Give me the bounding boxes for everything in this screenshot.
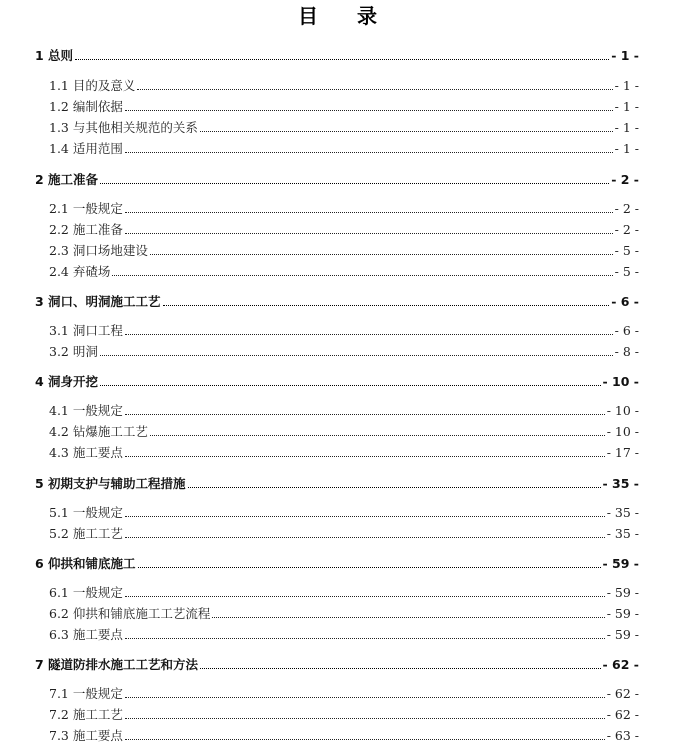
toc-page-number: - 1 -: [611, 48, 639, 63]
toc-dot-leader: [200, 667, 600, 669]
toc-section-entry[interactable]: [49, 503, 639, 521]
toc-dot-leader: [125, 717, 605, 719]
toc-entry-title: 1.3 与其他相关规范的关系: [49, 120, 198, 135]
toc-page-number: - 2 -: [614, 201, 639, 216]
toc-dot-leader: [125, 696, 605, 698]
toc-dot-leader: [112, 274, 612, 276]
toc-dot-leader: [188, 486, 601, 488]
toc-entry-title: 5 初期支护与辅助工程措施: [35, 476, 186, 491]
toc-dot-leader: [100, 354, 613, 356]
toc-entry-title: 7.3 施工要点: [49, 728, 123, 743]
toc-page-number: - 35 -: [602, 476, 639, 491]
toc-page-number: - 10 -: [602, 374, 639, 389]
toc-section-entry[interactable]: [49, 199, 639, 217]
toc-entry-title: 2.3 洞口场地建设: [49, 243, 148, 258]
toc-entry-title: 3.1 洞口工程: [49, 323, 123, 338]
toc-section-entry[interactable]: [49, 705, 639, 723]
toc-entry-title: 6 仰拱和铺底施工: [35, 556, 136, 571]
toc-entry-title: 7.2 施工工艺: [49, 707, 123, 722]
toc-page-number: - 17 -: [606, 445, 639, 460]
toc-section-entry[interactable]: [49, 583, 639, 601]
toc-chapter-entry[interactable]: [35, 655, 639, 673]
toc-page-number: - 63 -: [606, 728, 639, 743]
toc-page-number: - 2 -: [611, 172, 639, 187]
toc-page-number: - 1 -: [614, 99, 639, 114]
toc-dot-leader: [125, 738, 605, 740]
toc-section-entry[interactable]: [49, 262, 639, 280]
toc-page-number: - 2 -: [614, 222, 639, 237]
toc-chapter-entry[interactable]: [35, 170, 639, 188]
toc-dot-leader: [138, 566, 601, 568]
toc-section-entry[interactable]: [49, 342, 639, 360]
toc-entry-title: 1.4 适用范围: [49, 141, 123, 156]
toc-page-number: - 59 -: [602, 556, 639, 571]
toc-section-entry[interactable]: [49, 321, 639, 339]
toc-section-entry[interactable]: [49, 726, 639, 744]
toc-entry-title: 2.1 一般规定: [49, 201, 123, 216]
toc-page-number: - 1 -: [614, 78, 639, 93]
toc-page-number: - 5 -: [614, 243, 639, 258]
toc-chapter-entry[interactable]: [35, 554, 639, 572]
toc-entry-title: 3.2 明洞: [49, 344, 98, 359]
toc-section-entry[interactable]: [49, 118, 639, 136]
toc-dot-leader: [125, 536, 605, 538]
toc-dot-leader: [212, 616, 604, 618]
toc-section-entry[interactable]: [49, 625, 639, 643]
page-title: 目 录: [298, 4, 393, 28]
toc-section-entry[interactable]: [49, 401, 639, 419]
toc-section-entry[interactable]: [49, 684, 639, 702]
toc-page-number: - 6 -: [614, 323, 639, 338]
toc-chapter-entry[interactable]: [35, 292, 639, 310]
toc-dot-leader: [125, 211, 613, 213]
toc-page-number: - 1 -: [614, 120, 639, 135]
toc-dot-leader: [75, 58, 609, 60]
toc-dot-leader: [163, 304, 610, 306]
toc-entry-title: 1 总则: [35, 48, 74, 63]
toc-page-number: - 62 -: [606, 707, 639, 722]
toc-dot-leader: [125, 232, 613, 234]
toc-entry-title: 7.1 一般规定: [49, 686, 123, 701]
toc-dot-leader: [125, 109, 613, 111]
toc-entry-title: 3 洞口、明洞施工工艺: [35, 294, 161, 309]
toc-chapter-entry[interactable]: [35, 372, 639, 390]
toc-entry-title: 4 洞身开挖: [35, 374, 99, 389]
toc-page-number: - 59 -: [606, 585, 639, 600]
toc-section-entry[interactable]: [49, 443, 639, 461]
toc-page-number: - 59 -: [606, 627, 639, 642]
toc-page-number: - 10 -: [606, 424, 639, 439]
toc-dot-leader: [125, 595, 605, 597]
toc-entry-title: 5.2 施工工艺: [49, 526, 123, 541]
toc-dot-leader: [200, 130, 613, 132]
toc-dot-leader: [150, 253, 613, 255]
toc-dot-leader: [100, 384, 600, 386]
toc-entry-title: 2 施工准备: [35, 172, 99, 187]
toc-entry-title: 1.1 目的及意义: [49, 78, 136, 93]
toc-section-entry[interactable]: [49, 139, 639, 157]
toc-page-number: - 59 -: [606, 606, 639, 621]
toc-page-number: - 10 -: [606, 403, 639, 418]
toc-page-number: - 1 -: [614, 141, 639, 156]
toc-dot-leader: [125, 637, 605, 639]
toc-dot-leader: [100, 182, 609, 184]
toc-page-number: - 35 -: [606, 505, 639, 520]
toc-dot-leader: [137, 88, 612, 90]
toc-chapter-entry[interactable]: [35, 46, 639, 64]
toc-entry-title: 4.2 钻爆施工工艺: [49, 424, 148, 439]
toc-dot-leader: [125, 455, 605, 457]
toc-section-entry[interactable]: [49, 241, 639, 259]
toc-section-entry[interactable]: [49, 524, 639, 542]
toc-page-number: - 6 -: [611, 294, 639, 309]
toc-section-entry[interactable]: [49, 422, 639, 440]
toc-chapter-entry[interactable]: [35, 474, 639, 492]
toc-page-number: - 62 -: [602, 657, 639, 672]
toc-section-entry[interactable]: [49, 97, 639, 115]
toc-entry-title: 6.3 施工要点: [49, 627, 123, 642]
toc-dot-leader: [125, 333, 613, 335]
toc-dot-leader: [125, 151, 613, 153]
toc-page-number: - 62 -: [606, 686, 639, 701]
toc-entry-title: 1.2 编制依据: [49, 99, 123, 114]
toc-dot-leader: [150, 434, 605, 436]
toc-dot-leader: [125, 413, 605, 415]
toc-section-entry[interactable]: [49, 604, 639, 622]
toc-dot-leader: [125, 515, 605, 517]
toc-entry-title: 6.1 一般规定: [49, 585, 123, 600]
toc-page-number: - 35 -: [606, 526, 639, 541]
toc-entry-title: 4.1 一般规定: [49, 403, 123, 418]
toc-section-entry[interactable]: [49, 220, 639, 238]
toc-page-number: - 5 -: [614, 264, 639, 279]
toc-entry-title: 4.3 施工要点: [49, 445, 123, 460]
toc-page-number: - 8 -: [614, 344, 639, 359]
toc-entry-title: 7 隧道防排水施工工艺和方法: [35, 657, 199, 672]
toc-entry-title: 2.2 施工准备: [49, 222, 123, 237]
toc-entry-title: 5.1 一般规定: [49, 505, 123, 520]
toc-section-entry[interactable]: [49, 76, 639, 94]
toc-entry-title: 2.4 弃碴场: [49, 264, 111, 279]
toc-entry-title: 6.2 仰拱和铺底施工工艺流程: [49, 606, 211, 621]
